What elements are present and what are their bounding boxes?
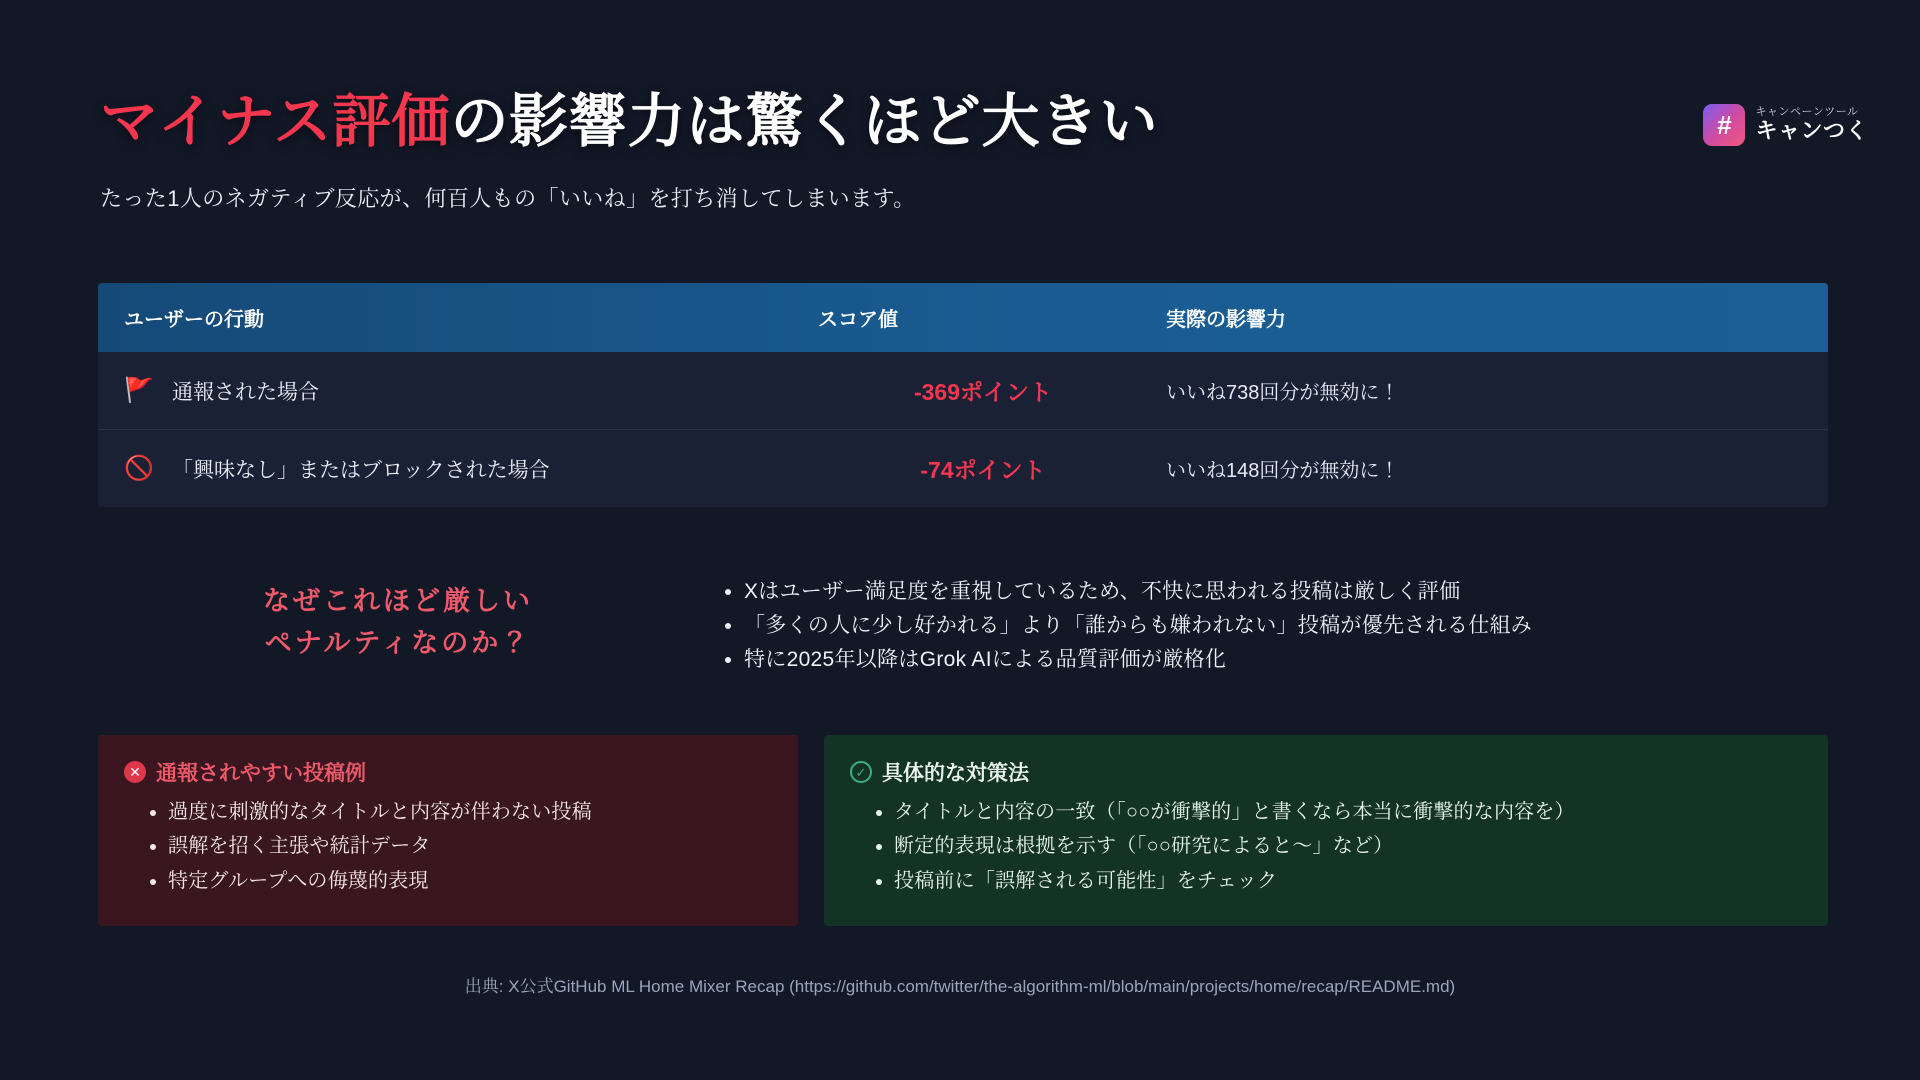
cell-action [98,454,818,484]
why-points [698,575,1828,677]
panel-title: 具体的な対策法 [882,762,1029,785]
table-row [98,352,1828,430]
close-icon: ✕ [124,761,146,783]
logo-title: キャンつく [1755,118,1868,144]
why-label-line1: なぜこれほど厳しい [263,586,533,616]
block-icon: 🚫 [124,454,154,482]
table-row [98,430,1828,507]
list-item: • 断定的表現は根拠を示す（「○○研究によると〜」など） [894,829,1800,863]
flag-icon: 🚩 [124,376,154,404]
page-title-rest: の影響力は驚くほど大きい [450,89,1159,154]
list-item: • タイトルと内容の一致（「○○が衝撃的」と書くなら本当に衝撃的な内容を） [894,795,1800,829]
why-section [98,575,1828,677]
list-item: • 「多くの人に少し好かれる」より「誰からも嫌われない」投稿が優先される仕組み [744,609,1828,643]
cell-impact [1148,376,1828,405]
cell-score [818,452,1148,485]
impact-value: いいね738回分が無効に！ [1166,382,1400,404]
column-header-action: ユーザーの行動 [124,309,264,331]
list-item: • 特定グループへの侮蔑的表現 [168,864,770,898]
source-note: 出典: X公式GitHub ML Home Mixer Recap (https://github.com/twitter/the-algorithm-ml/blob/main/projects/home/recap/README.md) [464,977,1456,996]
score-value: -74ポイント [920,457,1046,483]
score-value: -369ポイント [913,379,1053,405]
panel-countermeasures [824,735,1828,926]
list-item: • Xはユーザー満足度を重視しているため、不快に思われる投稿は厳しく評価 [744,575,1828,609]
list-item: • 過度に刺激的なタイトルと内容が伴わない投稿 [168,795,770,829]
why-label [98,575,698,677]
impact-value: いいね148回分が無効に！ [1166,460,1400,482]
score-table [98,283,1828,507]
column-header-impact: 実際の影響力 [1166,309,1286,331]
cell-score [818,374,1148,407]
panel-header [850,757,1800,787]
cell-impact [1148,454,1828,483]
cell-action [98,376,818,406]
list-item: • 特に2025年以降はGrok AIによる品質評価が厳格化 [744,643,1828,677]
why-label-line2: ペナルティなのか？ [264,627,532,658]
brand-logo [1703,104,1868,146]
panel-header [124,757,770,787]
hash-icon: # [1703,104,1745,146]
panels [98,735,1828,926]
list-item: • 投稿前に「誤解される可能性」をチェック [894,864,1800,898]
panel-risky-examples [98,735,798,926]
list-item: • 誤解を招く主張や統計データ [168,829,770,863]
logo-text [1755,106,1868,143]
panel-title: 通報されやすい投稿例 [156,762,366,785]
table-header-row [98,283,1828,352]
action-label: 「興味なし」またはブロックされた場合 [172,458,550,482]
shield-check-icon: ✓ [850,761,872,783]
action-label: 通報された場合 [172,380,319,404]
page-title-accent: マイナス評価 [100,89,451,154]
header [100,88,1620,213]
page-subtitle: たった1人のネガティブ反応が、何百人もの「いいね」を打ち消してしまいます。 [100,186,916,212]
page-title [100,88,1620,156]
column-header-score: スコア値 [818,309,898,331]
logo-subtitle: キャンペーンツール [1755,106,1859,119]
